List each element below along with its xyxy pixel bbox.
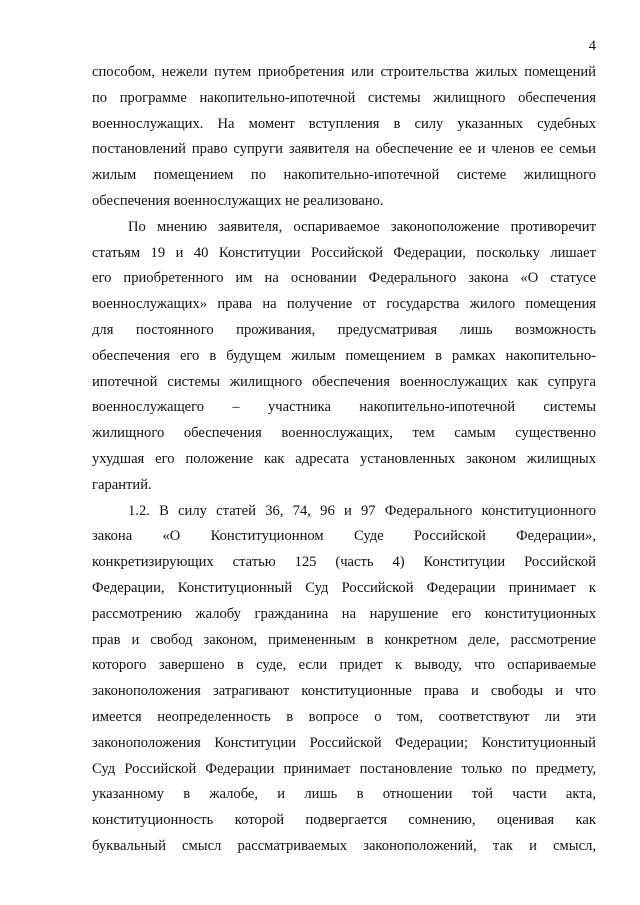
text-line: его приобретенного им на основании Федерального закона «О статусе <box>92 270 596 287</box>
text-line: жилищного обеспечения военнослужащих, тем самым существенно <box>92 425 596 442</box>
text-line: законоположения Конституции Российской Федерации; Конституционный <box>92 734 596 751</box>
text-line: ухудшая его положение как адресата установленных законом жилищных <box>92 450 596 467</box>
text-line: закона «О Конституционном Суде Российской Федерации», <box>92 528 596 545</box>
page-number: 4 <box>588 38 596 54</box>
text-line: военнослужащего – участника накопительно-ипотечной системы <box>92 399 596 416</box>
text-line: военнослужащих» права на получение от государства жилого помещения <box>92 296 596 313</box>
text-line: жилым помещением по накопительно-ипотечной системе жилищного <box>92 167 596 184</box>
document-body <box>92 60 596 860</box>
text-line: гарантий. <box>92 476 152 493</box>
text-line: статьям 19 и 40 Конституции Российской Федерации, поскольку лишает <box>92 244 596 261</box>
text-line: 1.2. В силу статей 36, 74, 96 и 97 Федерального конституционного <box>128 502 596 519</box>
text-line: военнослужащих. На момент вступления в силу указанных судебных <box>92 115 596 132</box>
text-line: конституционность которой подвергается сомнению, оценивая как <box>92 812 596 829</box>
text-line: постановлений право супруги заявителя на обеспечение ее и членов ее семьи <box>92 141 596 158</box>
text-line: по программе накопительно-ипотечной системы жилищного обеспечения <box>92 89 596 106</box>
text-line: имеется неопределенность в вопросе о том, соответствуют ли эти <box>92 708 596 725</box>
text-line: По мнению заявителя, оспариваемое законоположение противоречит <box>128 218 596 235</box>
text-line: рассмотрению жалобу гражданина на нарушение его конституционных <box>92 605 596 622</box>
text-line: обеспечения военнослужащих не реализовано. <box>92 192 384 209</box>
text-line: обеспечения его в будущем жилым помещением в рамках накопительно- <box>92 347 596 364</box>
text-line: для постоянного проживания, предусматривая лишь возможность <box>92 321 596 338</box>
text-line: конкретизирующих статью 125 (часть 4) Конституции Российской <box>92 554 596 571</box>
text-line: ипотечной системы жилищного обеспечения военнослужащих как супруга <box>92 373 596 390</box>
text-line: указанному в жалобе, и лишь в отношении той части акта, <box>92 786 596 803</box>
text-line: Федерации, Конституционный Суд Российской Федерации принимает к <box>92 579 596 596</box>
text-line: прав и свобод законом, примененным в конкретном деле, рассмотрение <box>92 631 596 648</box>
text-line: которого завершено в суде, если придет к выводу, что оспариваемые <box>92 657 596 674</box>
text-line: буквальный смысл рассматриваемых законоположений, так и смысл, <box>92 837 596 854</box>
text-line: Суд Российской Федерации принимает постановление только по предмету, <box>92 760 596 777</box>
text-line: законоположения затрагивают конституционные права и свободы и что <box>92 683 596 700</box>
text-line: способом, нежели путем приобретения или строительства жилых помещений <box>92 64 596 80</box>
